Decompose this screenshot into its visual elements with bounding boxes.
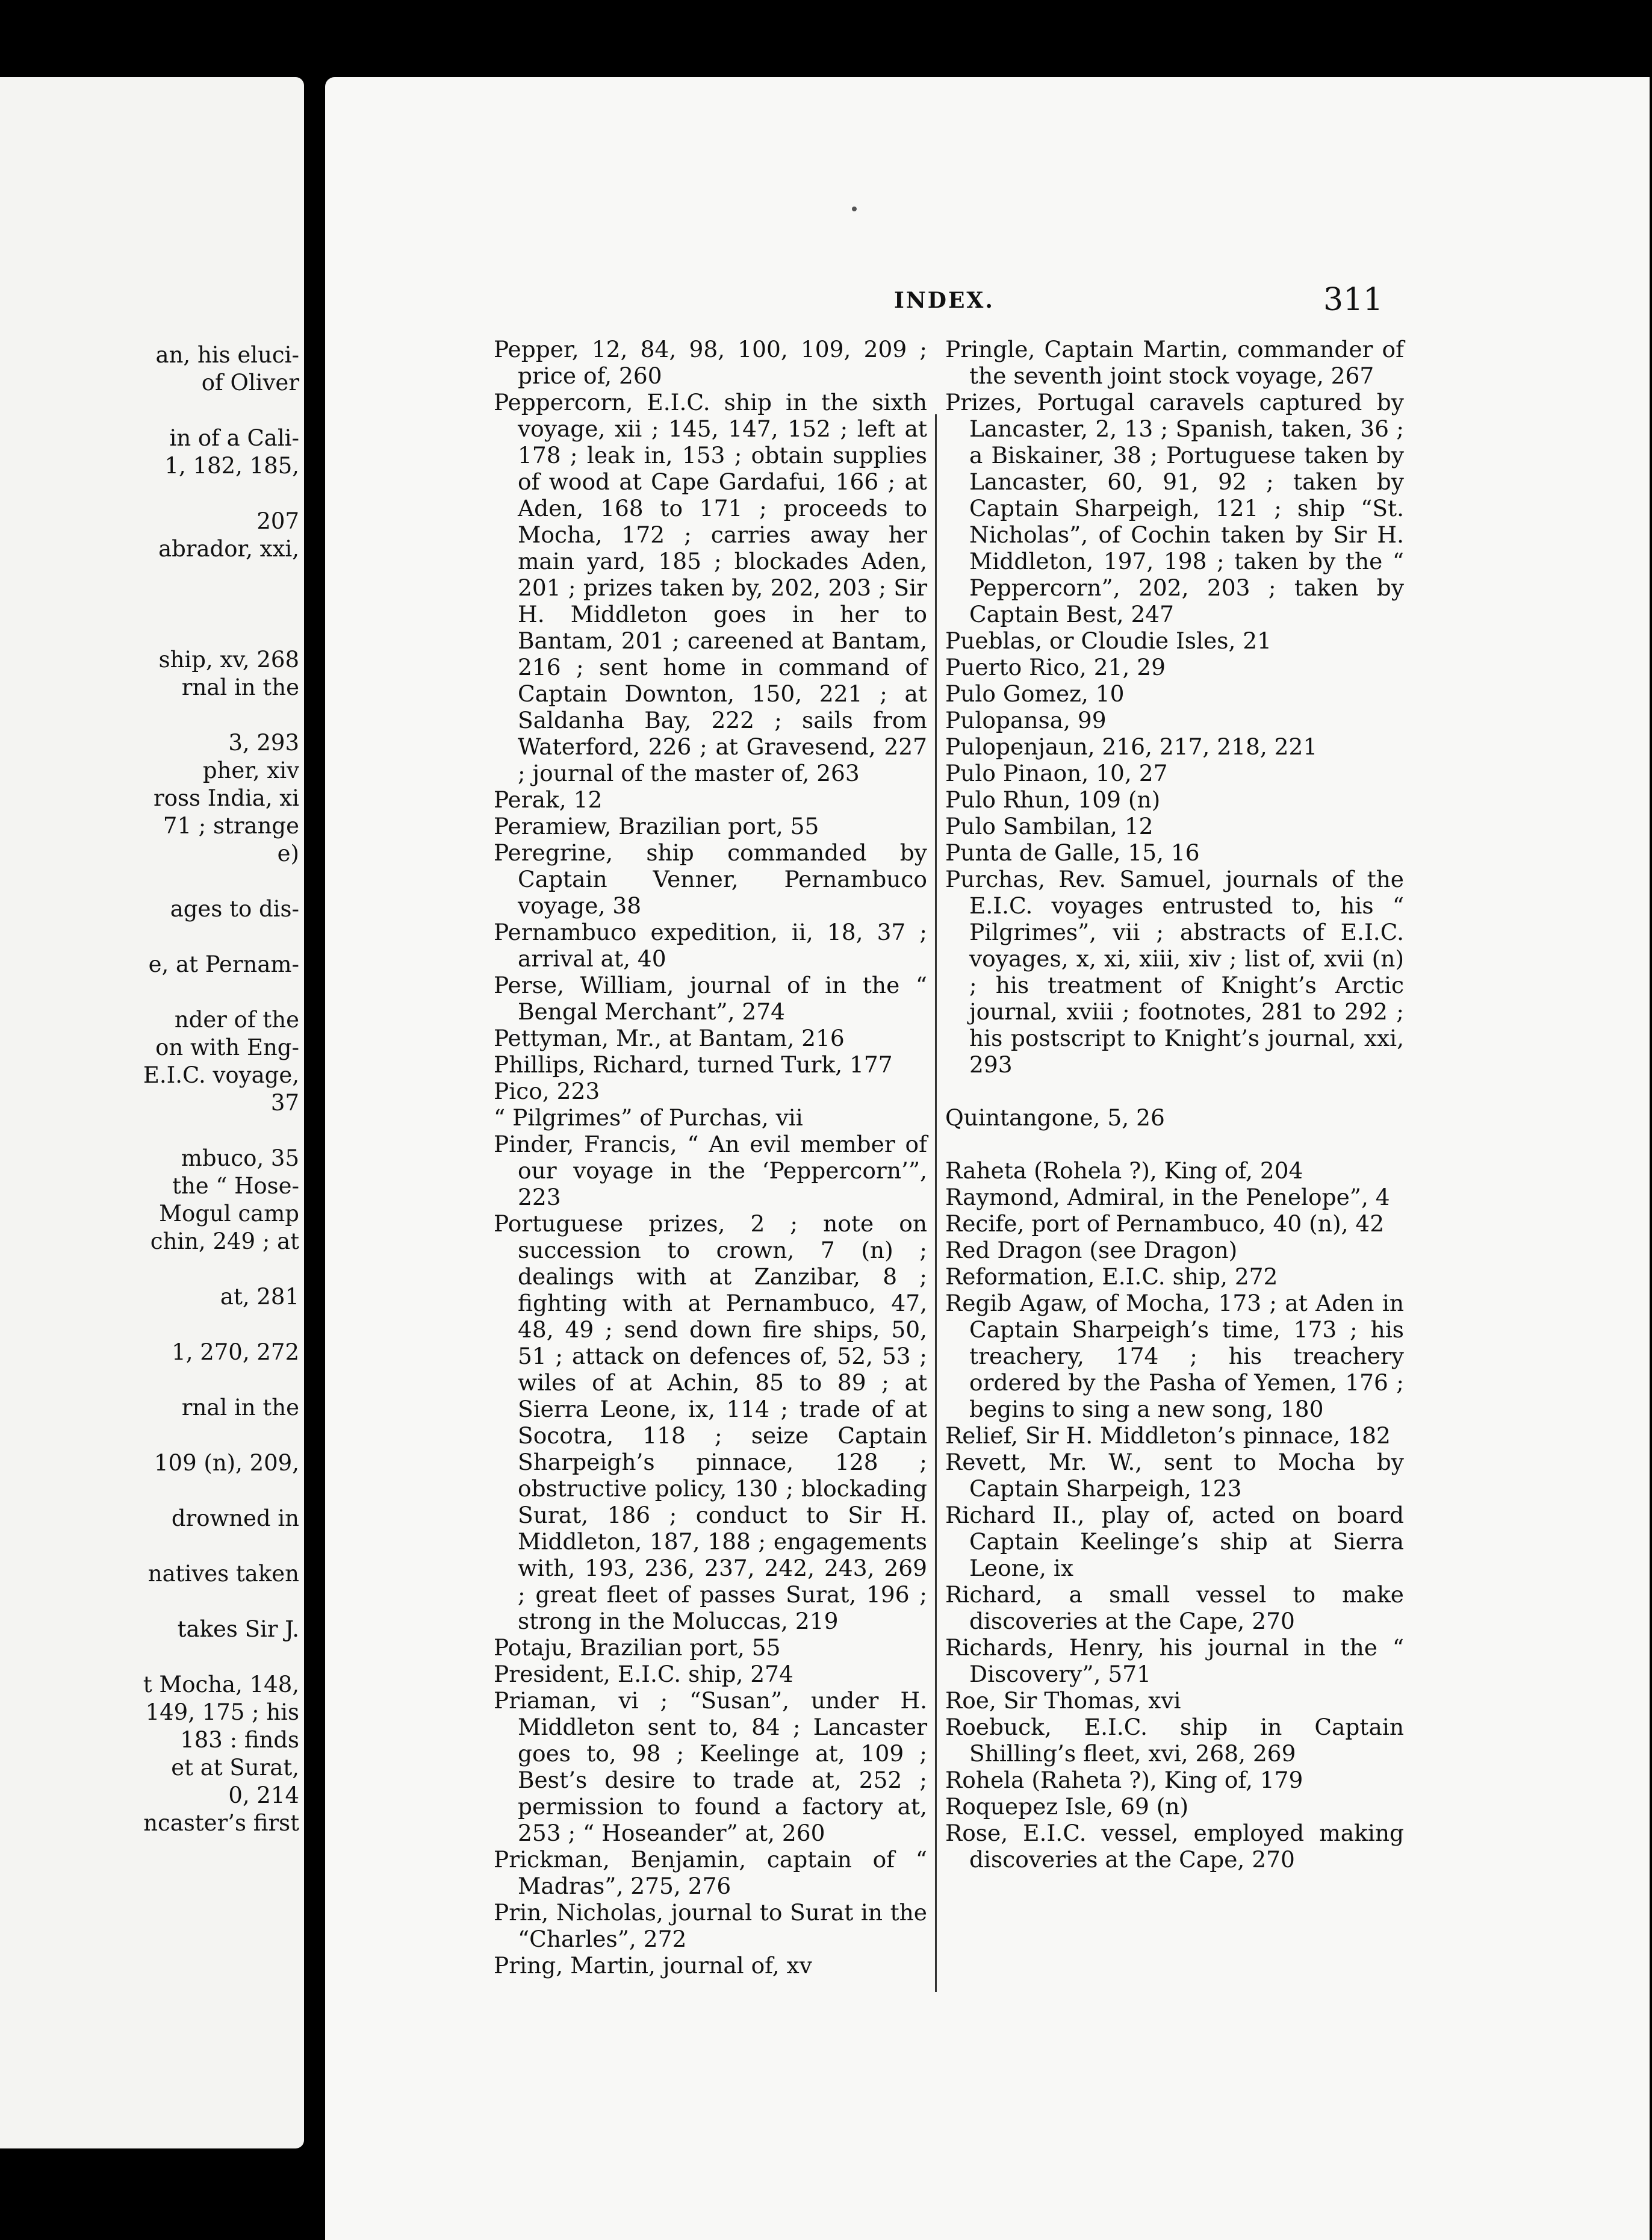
running-head: INDEX. (894, 288, 995, 313)
index-entry: Roquepez Isle, 69 (n) (945, 1793, 1189, 1820)
facing-page-line: ship, xv, 268 (158, 647, 299, 673)
facing-page-line: an, his eluci- (155, 342, 299, 368)
facing-page-line: E.I.C. voyage, (143, 1062, 299, 1088)
index-entry: Perse, William, journal of in the “ Bengal Merchant”, 274 (494, 972, 927, 1025)
facing-page-line: abrador, xxi, (158, 536, 299, 562)
facing-page-line: pher, xiv (202, 758, 299, 783)
index-entry: Pulo Sambilan, 12 (945, 813, 1154, 839)
facing-page-line: et at Surat, (171, 1755, 299, 1781)
facing-page-line: 1, 270, 272 (172, 1339, 299, 1365)
index-entry: Peppercorn, E.I.C. ship in the sixth voyage, xii ; 145, 147, 152 ; left at 178 ; leak in, 153 ; obtain supplies of wood at Cape Gardafui, 166 ; at Aden, 168 to 171 ; proceeds to Mocha, 172 ; carries away her main yard, 185 ; blockades Aden, 201 ; prizes taken by, 202, 203 ; Sir H. Middleton goes in her to Bantam, 201 ; careened at Bantam, 216 ; sent home in command of Captain Downton, 150, 221 ; at Saldanha Bay, 222 ; sails from Waterford, 226 ; at Gravesend, 227 ; journal of the master of, 263 (494, 389, 927, 786)
facing-page-line: t Mocha, 148, (143, 1672, 299, 1697)
index-entry: Punta de Galle, 15, 16 (945, 839, 1200, 866)
facing-page-line: 37 (270, 1090, 299, 1116)
index-entry: Quintangone, 5, 26 (945, 1104, 1165, 1131)
page-number: 311 (1323, 282, 1383, 318)
index-entry: Portuguese prizes, 2 ; note on succession to crown, 7 (n) ; dealings with at Zanzibar, 8 ; fighting with at Pernambuco, 47, 48, 49 ; send down fire ships, 50, 51 ; attack on defences of, 52, 53 ; wiles of at Achin, 85 to 89 ; at Sierra Leone, ix, 114 ; trade of at Socotra, 118 ; seize Captain Sharpeigh’s pinnace, 128 ; obstructive policy, 130 ; blockading Surat, 186 ; conduct to Sir H. Middleton, 187, 188 ; engagements with, 193, 236, 237, 242, 243, 269 ; great fleet of passes Surat, 196 ; strong in the Moluccas, 219 (494, 1210, 927, 1634)
index-entry: Peramiew, Brazilian port, 55 (494, 813, 819, 839)
facing-page-line: on with Eng- (155, 1034, 299, 1060)
index-entry: Roebuck, E.I.C. ship in Captain Shilling’s fleet, xvi, 268, 269 (945, 1714, 1404, 1767)
index-entry: Richard, a small vessel to make discoveries at the Cape, 270 (945, 1581, 1404, 1634)
index-entry: Pringle, Captain Martin, commander of the seventh joint stock voyage, 267 (945, 336, 1404, 389)
ink-speck (852, 207, 857, 211)
index-entry: Red Dragon (see Dragon) (945, 1237, 1238, 1263)
index-entry: Prickman, Benjamin, captain of “ Madras”, 275, 276 (494, 1846, 927, 1899)
index-entry: Richard II., play of, acted on board Captain Keelinge’s ship at Sierra Leone, ix (945, 1502, 1404, 1581)
facing-page-line: of Oliver (201, 370, 299, 396)
index-entry: Raymond, Admiral, in the Penelope”, 4 (945, 1184, 1390, 1210)
index-entry: Pulo Pinaon, 10, 27 (945, 760, 1168, 786)
facing-page-line: 3, 293 (228, 730, 299, 756)
facing-page-line: 0, 214 (228, 1782, 299, 1808)
facing-page-line: 109 (n), 209, (154, 1450, 299, 1476)
index-column-right (945, 336, 1403, 1873)
index-entry: Rose, E.I.C. vessel, employed making discoveries at the Cape, 270 (945, 1820, 1404, 1873)
facing-page-line: 207 (256, 508, 299, 534)
facing-page-line: rnal in the (181, 1395, 299, 1420)
facing-page-line: ross India, xi (154, 785, 299, 811)
facing-page-line: natives taken (148, 1561, 299, 1587)
facing-page-line: at, 281 (220, 1284, 299, 1310)
facing-page-line: drowned in (171, 1505, 299, 1531)
index-entry: Rohela (Raheta ?), King of, 179 (945, 1767, 1303, 1793)
facing-page-line: rnal in the (181, 674, 299, 700)
index-entry: Richards, Henry, his journal in the “ Discovery”, 571 (945, 1634, 1404, 1687)
facing-page-fragment (0, 77, 304, 2148)
facing-page-line: chin, 249 ; at (150, 1228, 299, 1254)
index-entry: Pulopenjaun, 216, 217, 218, 221 (945, 733, 1318, 760)
facing-page-line: 71 ; strange (163, 813, 299, 839)
index-entry: Regib Agaw, of Mocha, 173 ; at Aden in Captain Sharpeigh’s time, 173 ; his treachery, 174 ; his treachery ordered by the Pasha of Yemen, 176 ; begins to sing a new song, 180 (945, 1290, 1404, 1422)
column-divider (935, 414, 937, 1992)
index-entry: Recife, port of Pernambuco, 40 (n), 42 (945, 1210, 1385, 1237)
index-entry: Phillips, Richard, turned Turk, 177 (494, 1051, 893, 1078)
index-entry: Pico, 223 (494, 1078, 600, 1104)
index-entry: Roe, Sir Thomas, xvi (945, 1687, 1181, 1714)
index-entry: Pulo Gomez, 10 (945, 680, 1125, 707)
facing-page-line: the “ Hose- (172, 1173, 299, 1199)
index-page (325, 77, 1650, 2240)
index-entry: “ Pilgrimes” of Purchas, vii (494, 1104, 803, 1131)
index-entry: Pulo Rhun, 109 (n) (945, 786, 1161, 813)
index-entry: Raheta (Rohela ?), King of, 204 (945, 1157, 1303, 1184)
index-column-left (494, 336, 927, 1979)
index-entry: Prin, Nicholas, journal to Surat in the “Charles”, 272 (494, 1899, 927, 1952)
index-entry: Potaju, Brazilian port, 55 (494, 1634, 781, 1661)
index-entry: Perak, 12 (494, 786, 603, 813)
facing-page-line: ages to dis- (170, 896, 299, 922)
index-entry: President, E.I.C. ship, 274 (494, 1661, 793, 1687)
facing-page-line: takes Sir J. (177, 1616, 299, 1642)
index-entry: Prizes, Portugal caravels captured by Lancaster, 2, 13 ; Spanish, taken, 36 ; a Biskainer, 38 ; Portuguese taken by Lancaster, 60, 91, 92 ; taken by Captain Sharpeigh, 121 ; ship “St. Nicholas”, of Cochin taken by Sir H. Middleton, 197, 198 ; taken by the “ Peppercorn”, 202, 203 ; taken by Captain Best, 247 (945, 389, 1404, 627)
index-entry: Pettyman, Mr., at Bantam, 216 (494, 1025, 845, 1051)
facing-page-line: 183 : finds (180, 1727, 299, 1753)
facing-page-line: e) (277, 841, 299, 866)
index-entry: Pinder, Francis, “ An evil member of our voyage in the ‘Peppercorn’”, 223 (494, 1131, 927, 1210)
facing-page-line: mbuco, 35 (181, 1145, 299, 1171)
index-entry: Reformation, E.I.C. ship, 272 (945, 1263, 1278, 1290)
index-entry: Pulopansa, 99 (945, 707, 1107, 733)
index-entry: Peregrine, ship commanded by Captain Venner, Pernambuco voyage, 38 (494, 839, 927, 919)
facing-page-line: 1, 182, 185, (164, 453, 299, 479)
index-entry: Relief, Sir H. Middleton’s pinnace, 182 (945, 1422, 1391, 1449)
facing-page-line: in of a Cali- (169, 425, 299, 451)
index-entry: Pernambuco expedition, ii, 18, 37 ; arrival at, 40 (494, 919, 927, 972)
index-entry: Revett, Mr. W., sent to Mocha by Captain Sharpeigh, 123 (945, 1449, 1404, 1502)
page-header (325, 282, 1650, 324)
index-entry: Purchas, Rev. Samuel, journals of the E.I.C. voyages entrusted to, his “ Pilgrimes”, vii ; abstracts of E.I.C. voyages, x, xi, xiii, xiv ; list of, xvii (n) ; his treatment of Knight’s Arctic journal, xviii ; footnotes, 281 to 292 ; his postscript to Knight’s journal, xxi, 293 (945, 866, 1404, 1078)
index-entry: Pueblas, or Cloudie Isles, 21 (945, 627, 1272, 654)
facing-page-line: 149, 175 ; his (145, 1699, 299, 1725)
index-entry: Pepper, 12, 84, 98, 100, 109, 209 ; price of, 260 (494, 336, 927, 389)
index-entry: Priaman, vi ; “Susan”, under H. Middleton sent to, 84 ; Lancaster goes to, 98 ; Keelinge at, 109 ; Best’s desire to trade at, 252 ; permission to found a factory at, 253 ; “ Hoseander” at, 260 (494, 1687, 927, 1846)
index-entry: Puerto Rico, 21, 29 (945, 654, 1166, 680)
facing-page-line: Mogul camp (159, 1201, 299, 1227)
facing-page-line: e, at Pernam- (148, 951, 299, 977)
facing-page-line: ncaster’s first (143, 1810, 299, 1836)
facing-page-line: nder of the (174, 1007, 299, 1033)
index-entry: Pring, Martin, journal of, xv (494, 1952, 812, 1979)
